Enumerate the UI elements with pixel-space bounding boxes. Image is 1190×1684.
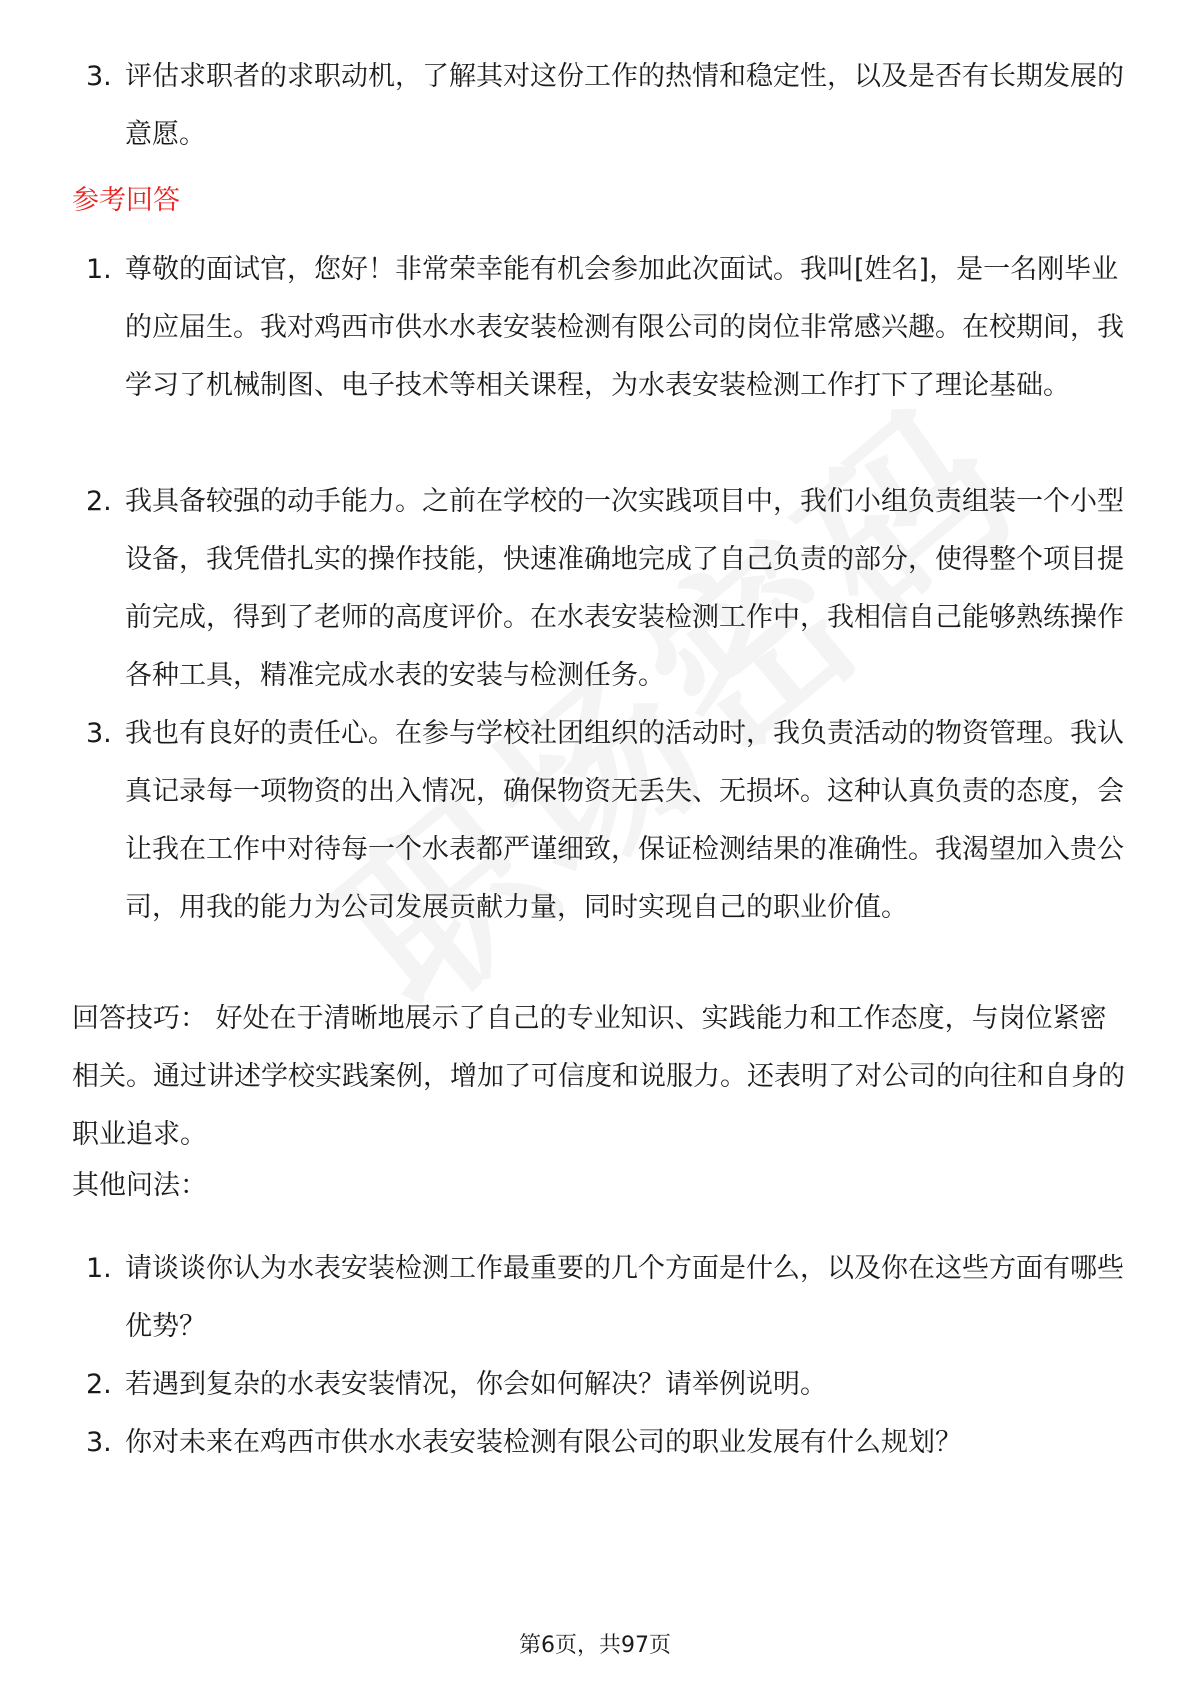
list-number: 3. [86, 1427, 112, 1458]
list-number: 3. [86, 61, 112, 92]
list-text: 评估求职者的求职动机，了解其对这份工作的热情和稳定性，以及是否有长期发展的意愿。 [125, 61, 1124, 150]
list-text: 若遇到复杂的水表安装情况，你会如何解决？请举例说明。 [125, 1369, 827, 1400]
reference-heading: 参考回答 [72, 185, 180, 216]
list-text: 我也有良好的责任心。在参与学校社团组织的活动时，我负责活动的物资管理。我认真记录每一项物资的出入情况，确保物资无丢失、无损坏。这种认真负责的态度，会让我在工作中对待每一个水表都严谨细致，保证检测结果的准确性。我渴望加入贵公司，用我的能力为公司发展贡献力量，同时实现自己的职业价值。 [125, 718, 1124, 923]
list-number: 1. [86, 1253, 112, 1284]
list-text: 你对未来在鸡西市供水水表安装检测有限公司的职业发展有什么规划？ [125, 1427, 962, 1458]
other-questions-heading: 其他问法： [72, 1170, 207, 1201]
list-number: 2. [86, 486, 112, 517]
page-indicator: 第6页，共97页 [519, 1633, 671, 1658]
answer-tips: 回答技巧： 好处在于清晰地展示了自己的专业知识、实践能力和工作态度，与岗位紧密相关。通过讲述学校实践案例，增加了可信度和说服力。还表明了对公司的向往和自身的职业追求。 [72, 1003, 1125, 1150]
list-number: 3. [86, 718, 112, 749]
list-text: 尊敬的面试官，您好！非常荣幸能有机会参加此次面试。我叫[姓名]，是一名刚毕业的应届生。我对鸡西市供水水表安装检测有限公司的岗位非常感兴趣。在校期间，我学习了机械制图、电子技术等相关课程，为水表安装检测工作打下了理论基础。 [125, 254, 1124, 401]
list-number: 1. [86, 254, 112, 285]
list-text: 请谈谈你认为水表安装检测工作最重要的几个方面是什么，以及你在这些方面有哪些优势？ [125, 1253, 1124, 1342]
list-text: 我具备较强的动手能力。之前在学校的一次实践项目中，我们小组负责组装一个小型设备，我凭借扎实的操作技能，快速准确地完成了自己负责的部分，使得整个项目提前完成，得到了老师的高度评价。在水表安装检测工作中，我相信自己能够熟练操作各种工具，精准完成水表的安装与检测任务。 [125, 486, 1124, 691]
list-number: 2. [86, 1369, 112, 1400]
